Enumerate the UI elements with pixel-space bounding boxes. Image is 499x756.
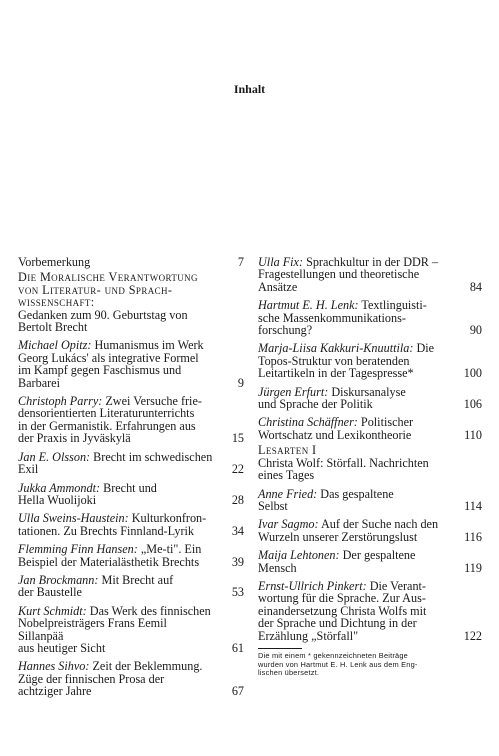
toc-author: Kurt Schmidt: — [18, 603, 87, 618]
toc-entry — [258, 386, 482, 411]
toc-entry-line — [258, 324, 452, 336]
toc-title-text: Das Werk des finnischen — [86, 603, 211, 618]
toc-title-text: im Kampf gegen Faschismus und — [18, 363, 182, 378]
toc-page-number: 39 — [231, 554, 244, 569]
toc-title-text: Textlinguisti- — [358, 298, 427, 313]
toc-title-text: Brecht im schwedischen — [90, 449, 213, 464]
toc-entry-line — [258, 398, 452, 410]
toc-page-number: 67 — [231, 684, 244, 699]
toc-title-text: Bertolt Brecht — [18, 320, 88, 335]
toc-title-text: Georg Lukács' als integrative Formel — [18, 350, 199, 365]
toc-page-number: 61 — [231, 640, 244, 655]
toc-page-number: 84 — [469, 279, 482, 294]
toc-title-text: achtziger Jahre — [18, 684, 92, 699]
toc-entry-line — [18, 377, 214, 389]
page-title: Inhalt — [233, 82, 266, 96]
toc-author: Christina Schäffner: — [258, 415, 358, 430]
toc-right-entries — [258, 256, 482, 642]
toc-page-number: 122 — [463, 628, 482, 643]
toc-entry-line — [18, 586, 214, 598]
toc-author: Maija Lehtonen: — [258, 548, 340, 563]
toc-page-number: 28 — [231, 492, 244, 507]
toc-entry — [18, 451, 244, 476]
toc-entry-line — [258, 500, 452, 512]
toc-title-text: Leitartikeln in der Tagespresse* — [258, 366, 414, 381]
toc-page-number: 106 — [463, 397, 482, 412]
toc-entry-line — [18, 463, 214, 475]
toc-author: Ulla Fix: — [258, 255, 304, 269]
toc-author: Flemming Finn Hansen: — [18, 542, 138, 557]
toc-title-text: Topos-Struktur von beratenden — [258, 353, 410, 368]
toc-title-text: Diskursanalyse — [328, 384, 406, 399]
toc-entry — [258, 342, 482, 379]
toc-title-text: Zwei Versuche frie- — [102, 394, 202, 409]
toc-title-text: Mit Brecht auf — [98, 572, 174, 587]
toc-right-column — [258, 256, 482, 678]
toc-entry — [18, 309, 244, 334]
toc-title-text: sche Massenkommunikations- — [258, 310, 406, 325]
toc-entry — [258, 580, 482, 642]
footnote-line: wurden von Hartmut E. H. Lenk aus dem Eng- — [258, 659, 418, 669]
toc-author: Ulla Sweins-Haustein: — [18, 511, 129, 526]
toc-title-text: Erzählung „Störfall" — [258, 628, 359, 643]
toc-entry-line — [18, 685, 214, 697]
toc-title-text: Zeit der Beklemmung. — [89, 659, 203, 674]
toc-entry-line — [18, 617, 214, 642]
toc-title-text: einandersetzung Christa Wolfs mit — [258, 603, 427, 618]
toc-title-text: in der Germanistik. Erfahrungen aus — [18, 418, 196, 433]
toc-title-text: „Me-ti". Ein — [137, 542, 202, 557]
toc-entry-line — [18, 525, 214, 537]
toc-entry — [18, 482, 244, 507]
toc-entry-line — [258, 469, 452, 481]
section-heading-line: wissenschaft: — [18, 295, 95, 310]
toc-entry-line — [258, 562, 452, 574]
toc-title-text: Züge der finnischen Prosa der — [18, 671, 165, 686]
toc-title-text: Beispiel der Materialästhetik Brechts — [18, 554, 200, 569]
toc-title-text: der Praxis in Jyväskylä — [18, 431, 131, 446]
toc-entry-line — [18, 451, 214, 463]
toc-entry — [18, 543, 244, 568]
toc-entry — [258, 457, 482, 482]
toc-title-text: tationen. Zu Brechts Finnland-Lyrik — [18, 523, 195, 538]
toc-page-number: 110 — [464, 427, 482, 442]
toc-entry-line — [18, 556, 214, 568]
toc-title-text: Christa Wolf: Störfall. Nachrichten — [258, 455, 429, 470]
toc-title-text: Wortschatz und Lexikontheorie — [258, 427, 412, 442]
section-heading-line: Lesarten I — [258, 443, 317, 458]
toc-title-text: Auf der Suche nach den — [318, 517, 439, 532]
toc-entry-line — [18, 642, 214, 654]
toc-entry — [18, 574, 244, 599]
toc-author: Jürgen Erfurt: — [258, 384, 329, 399]
toc-entry — [258, 256, 482, 293]
toc-title-text: Vorbemerkung — [18, 255, 91, 269]
footnote-rule — [258, 648, 302, 649]
toc-title-text: Die Verant- — [366, 578, 426, 593]
toc-page-number: 119 — [464, 560, 482, 575]
toc-author: Marja-Liisa Kakkuri-Knuuttila: — [258, 341, 414, 356]
toc-entry-line — [258, 531, 452, 543]
toc-title-text: Wurzeln unserer Zerstörungslust — [258, 529, 418, 544]
toc-page-number: 100 — [463, 366, 482, 381]
toc-title-text: Sprachkultur in der DDR – — [303, 255, 439, 269]
toc-author: Anne Fried: — [258, 486, 318, 501]
toc-entry — [258, 299, 482, 336]
toc-author: Jan Brockmann: — [18, 572, 99, 587]
toc-title-text: Mensch — [258, 560, 297, 575]
toc-author: Jan E. Olsson: — [18, 449, 91, 464]
toc-page-number: 7 — [237, 255, 244, 269]
toc-page-number: 15 — [231, 431, 244, 446]
toc-page-number: 22 — [231, 462, 244, 477]
toc-page-number: 114 — [464, 498, 482, 513]
footnote-line: lischen übersetzt. — [258, 668, 320, 678]
toc-entry-line — [18, 321, 214, 333]
toc-title-text: Ansätze — [258, 279, 298, 294]
toc-title-text: der Sprache und Dichtung in der — [258, 616, 417, 631]
toc-author: Jukka Ammondt: — [18, 480, 101, 495]
toc-author: Hartmut E. H. Lenk: — [258, 298, 359, 313]
toc-entry — [18, 660, 244, 697]
toc-entry-line — [258, 367, 452, 379]
toc-author: Michael Opitz: — [18, 338, 92, 353]
footnote — [258, 652, 482, 678]
toc-entry — [18, 395, 244, 445]
toc-author: Christoph Parry: — [18, 394, 103, 409]
section-heading — [18, 271, 244, 308]
toc-title-text: eines Tages — [258, 468, 315, 483]
toc-author: Ivar Sagmo: — [258, 517, 319, 532]
toc-page-number: 9 — [237, 375, 244, 390]
toc-page-number: 90 — [469, 323, 482, 338]
toc-entry — [258, 518, 482, 543]
toc-entry-line — [258, 630, 452, 642]
toc-entry-line — [18, 256, 214, 268]
toc-title-text: Fragestellungen und theoretische — [258, 267, 420, 282]
toc-title-text: densorientierten Literaturunterrichts — [18, 406, 195, 421]
toc-entry-line — [258, 281, 452, 293]
toc-entry-line — [18, 494, 214, 506]
toc-title-text: Die — [413, 341, 435, 356]
toc-title-text: Selbst — [258, 498, 288, 513]
section-heading-line: von Literatur- und Sprach- — [18, 282, 173, 297]
toc-entry — [258, 488, 482, 513]
toc-title-text: der Baustelle — [18, 585, 82, 600]
toc-left-column — [18, 256, 244, 704]
toc-page-number: 53 — [231, 585, 244, 600]
toc-entry-line — [258, 429, 452, 441]
toc-title-text: Brecht und — [100, 480, 157, 495]
toc-title-text: Barbarei — [18, 375, 60, 390]
toc-title-text: Der gespaltene — [339, 548, 416, 563]
toc-title-text: Nobelpreisträgers Frans Eemil Sillanpää — [18, 616, 167, 643]
toc-author: Ernst-Ullrich Pinkert: — [258, 578, 367, 593]
toc-entry — [18, 339, 244, 389]
toc-title-text: wortung für die Sprache. Zur Aus- — [258, 591, 426, 606]
toc-title-text: Humanismus im Werk — [91, 338, 204, 353]
toc-entry — [18, 256, 244, 268]
toc-entry — [18, 605, 244, 655]
toc-title-text: Kulturkonfron- — [128, 511, 207, 526]
toc-title-text: Hella Wuolijoki — [18, 492, 97, 507]
toc-page-number: 116 — [464, 529, 482, 544]
toc-author: Hannes Sihvo: — [18, 659, 90, 674]
section-heading-line: Die Moralische Verantwortung — [18, 270, 198, 285]
toc-title-text: Politischer — [357, 415, 414, 430]
toc-title-text: Gedanken zum 90. Geburtstag von — [18, 307, 188, 322]
footnote-line: Die mit einem * gekennzeichneten Beiträge — [258, 650, 408, 660]
toc-entry — [258, 416, 482, 441]
toc-title-text: Exil — [18, 462, 39, 477]
toc-title-text: aus heutiger Sicht — [18, 640, 106, 655]
toc-title-text: forschung? — [258, 323, 313, 338]
toc-title-text: und Sprache der Politik — [258, 397, 373, 412]
toc-entry-line — [18, 432, 214, 444]
toc-page-number: 34 — [231, 523, 244, 538]
toc-entry — [258, 549, 482, 574]
toc-title-text: Das gespaltene — [317, 486, 394, 501]
toc-entry — [18, 512, 244, 537]
